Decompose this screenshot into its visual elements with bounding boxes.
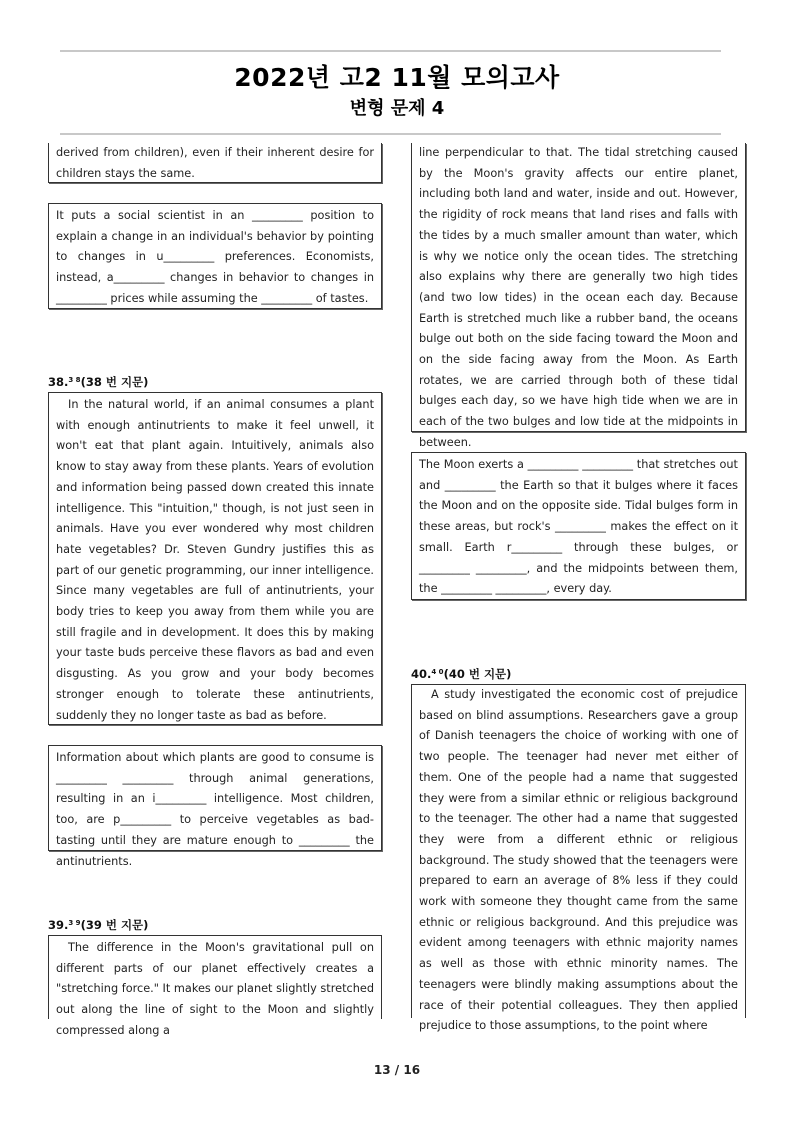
summary-text: Information about which plants are good to consume is _________ _________ through animal generations, resulting in an i_________ intelligence. Most children, too, are p_________ to perceive vegetables as bad-tasting until they are mature enough to _________ the antinutrients. <box>56 751 374 868</box>
question-number: 39. <box>48 918 69 932</box>
passage-40 <box>411 684 746 1033</box>
question-superscript: 4 0 <box>431 668 444 676</box>
question-number: 40. <box>411 667 432 681</box>
summary-39 <box>411 452 746 600</box>
page-title: 2022년 고2 11월 모의고사 <box>234 63 560 92</box>
question-superscript: 3 8 <box>68 376 81 384</box>
question-source-label: (40 번 지문) <box>443 667 512 681</box>
passage-text: line perpendicular to that. The tidal stretching caused by the Moon's gravity affects our entire planet, including both land and water, inside and out. However, the rigidity of rock means that land rises and falls with the tides by a much smaller amount than water, which is why we notice only the ocean tides. The stretching also explains why there are generally two high tides (and two low tides) in the ocean each day. Because Earth is stretched much like a rubber band, the oceans bulge out both on the side facing toward the Moon and on the side facing away from the Moon. As Earth rotates, we are carried through both of these tidal bulges each day, so we have high tide when we are in each of the two bulges and low tide at the midpoints in between. <box>419 146 738 449</box>
header-bottom-rule <box>60 133 721 135</box>
question-number: 38. <box>48 375 69 389</box>
passage-text: A study investigated the economic cost of prejudice based on blind assumptions. Researchers gave a group of Danish teenagers the choice of working with one of two people. The teenager had never met either of them. One of the people had a name that suggested they were from a similar ethnic or religious background to the teenager. The other had a name that suggested they were from a different ethnic or religious background. The study showed that the teenagers were prepared to earn an average of 8% less if they could work with someone they thought came from the same ethnic or religious background. And this prejudice was evident among teenagers with ethnic majority names as well as those with ethnic minority names. The teenagers were blindly making assumptions about the race of their potential colleagues. They then applied prejudice to those assumptions, to the point where <box>419 688 738 1033</box>
summary-text: The Moon exerts a _________ _________ that stretches out and _________ the Earth so that it bulges where it faces the Moon and on the opposite side. Tidal bulges form in these areas, but rock's _________ makes the effect on it small. Earth r_________ through these bulges, or _________ _________, and the midpoints between them, the _________ _________, every day. <box>419 458 738 596</box>
page-separator: / <box>394 1063 400 1077</box>
question-source-label: (38 번 지문) <box>80 375 149 389</box>
passage-38 <box>48 392 382 725</box>
passage-text: The difference in the Moon's gravitational pull on different parts of our planet effectively creates a "stretching force." It makes our planet slightly stretched out along the line of sight to the Moon and slightly compressed along a <box>56 941 374 1037</box>
passage-text: In the natural world, if an animal consumes a plant with enough antinutrients to make it feel unwell, it won't eat that plant again. Intuitively, animals also know to stay away from these plants. Years of evolution and information being passed down created this innate intelligence. This "intuition," though, is not just seen in animals. Have you ever wondered why most children hate vegetables? Dr. Steven Gundry justifies this as part of our genetic programming, our inner intelligence. Since many vegetables are full of antinutrients, your body tries to keep you away from them while you are still fragile and in development. It does this by making your taste buds perceive these flavors as bad and even disgusting. As you grow and your body becomes stronger enough to tolerate these antinutrients, suddenly they no longer taste as bad as before. <box>56 398 374 722</box>
top-rule <box>60 50 721 52</box>
passage-39-continuation <box>411 143 746 449</box>
page-number <box>0 1063 794 1077</box>
passage-39 <box>48 935 382 1037</box>
passage-text: derived from children), even if their inherent desire for children stays the same. <box>56 146 374 180</box>
summary-text: It puts a social scientist in an _________ position to explain a change in an individual's behavior by pointing to changes in u_________ preferences. Economists, instead, a_________ changes in behavior to changes in _________ prices while assuming the _________ of tastes. <box>56 209 374 305</box>
question-40-heading <box>411 666 511 682</box>
current-page: 13 <box>373 1063 391 1077</box>
summary-38 <box>48 745 382 868</box>
question-38-heading <box>48 374 148 390</box>
question-source-label: (39 번 지문) <box>80 918 149 932</box>
total-pages: 16 <box>403 1063 421 1077</box>
question-superscript: 3 9 <box>68 919 81 927</box>
summary-37 <box>48 203 382 309</box>
question-39-heading <box>48 917 148 933</box>
page-subtitle: 변형 문제 4 <box>349 98 445 119</box>
passage-37-continuation <box>48 143 382 183</box>
